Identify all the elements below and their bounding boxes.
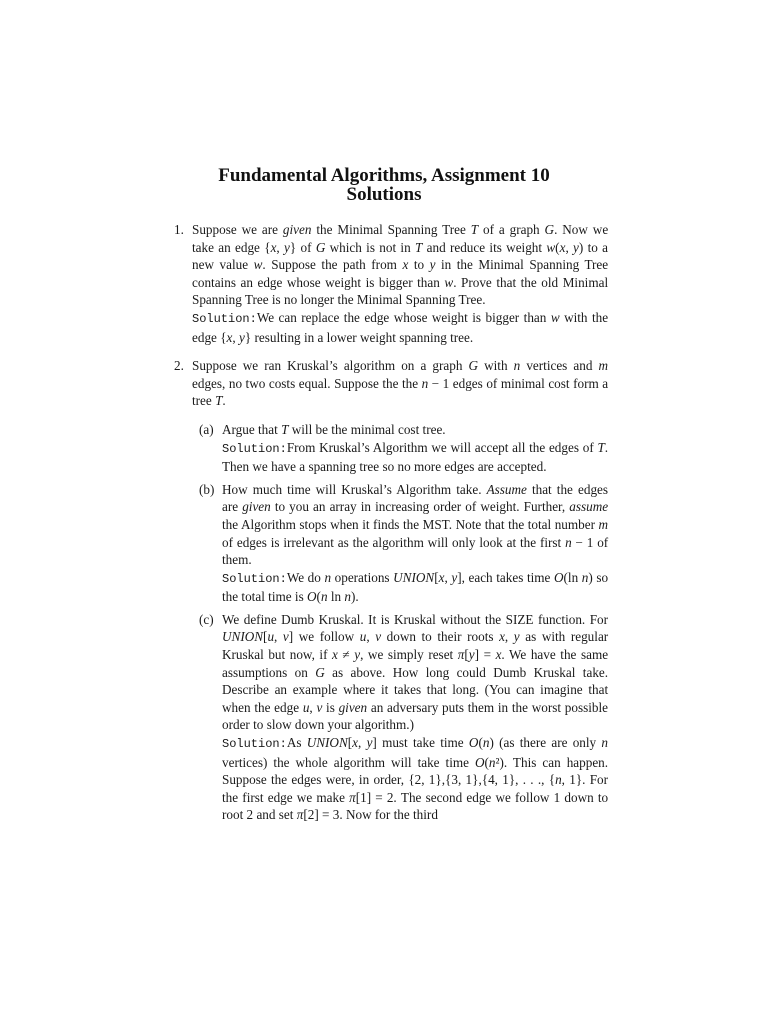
problem-question: Suppose we are given the Minimal Spanning Tree T of a graph G. Now we take an edge {x, y} of G which is not in T and reduce its weight w(x, y) to a new value w. Suppose the path from x to y in the Minimal Spanning Tree contains an edge whose weight is bigger than w. Prove that the old Minimal Spanning Tree is no longer the Minimal Spanning Tree. [192,222,609,308]
part-question: Argue that T will be the minimal cost tree. [222,421,446,437]
document-body [174,221,608,824]
problem-2 [174,357,608,410]
problem-1 [174,221,608,346]
solution-text: We do n operations UNION[x, y], each takes time O(ln n) so the total time is O(n ln n). [222,569,609,605]
part-label: (b) [199,481,215,497]
part-solution [222,734,608,824]
problem-2-part-a [174,421,608,476]
part-question: How much time will Kruskal’s Algorithm take. Assume that the edges are given to you an array in increasing order of weight. Further, assume the Algorithm stops when it finds the MST. Note that the total number m of edges is irrelevant as the algorithm will only look at the first n − 1 of them. [222,481,609,568]
part-question: We define Dumb Kruskal. It is Kruskal without the SIZE function. For UNION[u, v] we follow u, v down to their roots x, y as with regular Kruskal but now, if x ≠ y, we simply reset π[y] = x. We have the same assumptions on G as above. How long could Dumb Kruskal take. Describe an example where it takes that long. (You can imagine that when the edge u, v is given an adversary puts them in the worst possible order to slow down your algorithm.) [222,611,609,733]
part-solution [222,569,608,606]
problem-2-part-c [174,611,608,824]
document-title [0,166,768,204]
solution-text: As UNION[x, y] must take time O(n) (as there are only n vertices) the whole algorithm will take time O(n²). This can happen. Suppose the edges were, in order, {2, 1},{3, 1},{4, 1}, . . ., {n, 1}. For the first edge we make π[1] = 2. The second edge we follow 1 down to root 2 and set π[2] = 3. Now for the third [222,735,609,823]
solution-label: Solution: [222,571,287,586]
solution-label: Solution: [222,737,287,752]
part-solution [222,439,608,476]
solution-label: Solution: [192,311,257,326]
solution-label: Solution: [222,441,287,456]
part-label: (a) [199,421,214,437]
problem-number: 2. [174,358,184,374]
title-line-2: Solutions [346,184,422,205]
solution-text: From Kruskal’s Algorithm we will accept all the edges of T. Then we have a spanning tree so no more edges are accepted. [222,439,609,475]
solution-text: We can replace the edge whose weight is bigger than w with the edge {x, y} resulting in a lower weight spanning tree. [192,309,609,345]
problem-solution [192,309,608,346]
problem-2-part-b [174,481,608,606]
problem-question: Suppose we ran Kruskal’s algorithm on a graph G with n vertices and m edges, no two costs equal. Suppose the the n − 1 edges of minimal cost form a tree T. [192,358,609,409]
problem-number: 1. [174,222,184,237]
part-label: (c) [199,611,214,627]
title-line-1: Fundamental Algorithms, Assignment 10 [218,165,550,186]
